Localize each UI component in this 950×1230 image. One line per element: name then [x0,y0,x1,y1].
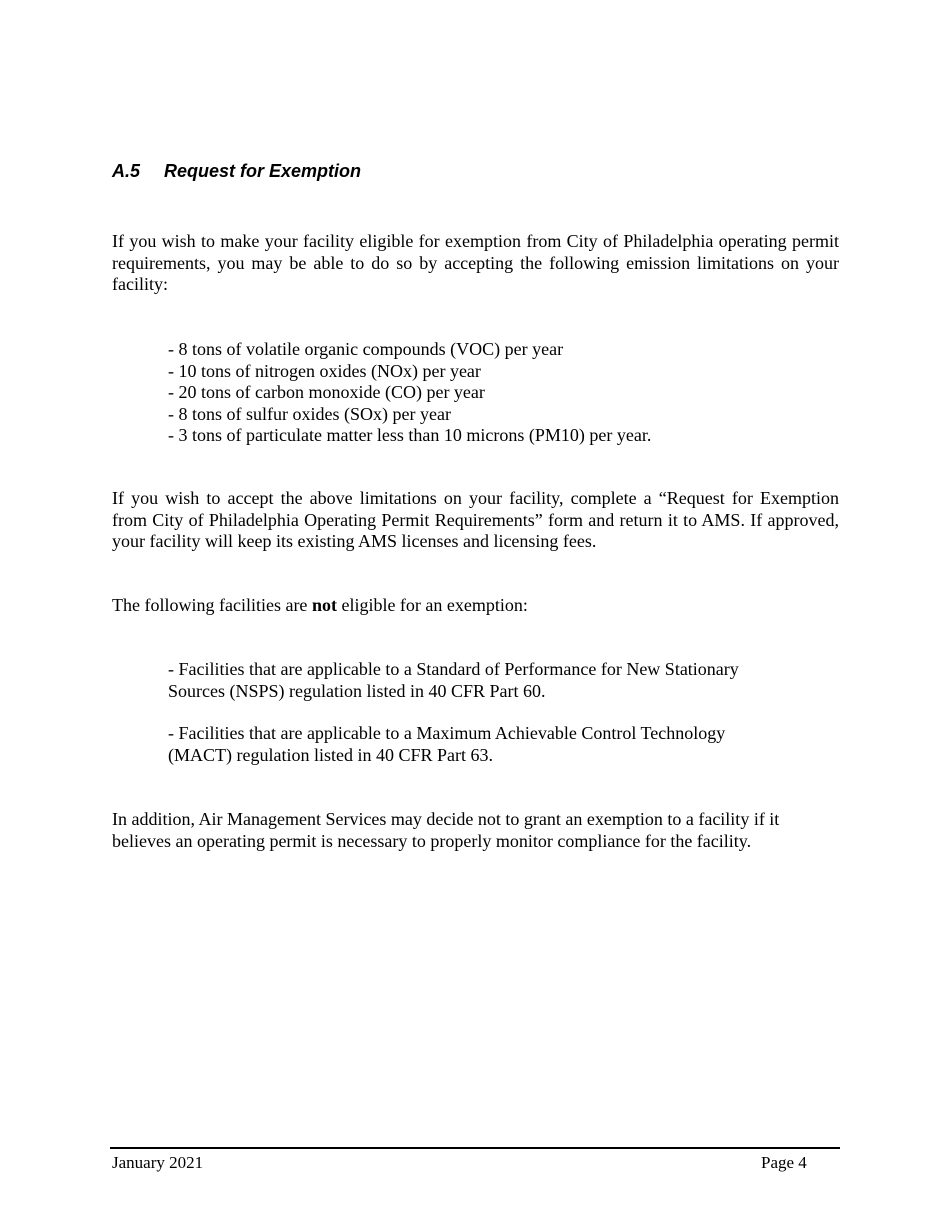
list-item: - 20 tons of carbon monoxide (CO) per year [168,382,485,402]
section-number: A.5 [112,161,141,181]
not-eligible-paragraph [112,595,839,617]
list-item: - 8 tons of sulfur oxides (SOx) per year [168,403,451,424]
list-item: - 10 tons of nitrogen oxides (NOx) per year [168,360,481,381]
not-eligible-emphasis: not [311,595,337,615]
ineligible-item-mact: - Facilities that are applicable to a Maximum Achievable Control Technology (MACT) regulation listed in 40 CFR Part 63. [168,723,726,765]
footer-page-number: Page 4 [761,1153,807,1172]
section-title: Request for Exemption [164,161,362,181]
emission-limits-list [168,339,651,447]
not-eligible-after: eligible for an exemption: [336,595,528,615]
footer-date: January 2021 [112,1153,204,1172]
not-eligible-before: The following facilities are [112,595,312,615]
intro-paragraph: If you wish to make your facility eligible for exemption from City of Philadelphia operating permit requirements, you may be able to do so by accepting the following emission limitations on your facility: [112,231,839,294]
list-item: - 3 tons of particulate matter less than 10 microns (PM10) per year. [168,425,652,445]
list-item: - 8 tons of volatile organic compounds (VOC) per year [168,339,564,359]
closing-paragraph: In addition, Air Management Services may decide not to grant an exemption to a facility if it believes an operating permit is necessary to properly monitor compliance for the facility. [112,809,780,851]
footer-divider [110,1147,840,1149]
ineligible-item-nsps: - Facilities that are applicable to a Standard of Performance for New Stationary Sources (NSPS) regulation listed in 40 CFR Part 60. [168,659,739,701]
accept-paragraph: If you wish to accept the above limitations on your facility, complete a “Request for Exemption from City of Philadelphia Operating Permit Requirements” form and return it to AMS. If approved, your facility will keep its existing AMS licenses and licensing fees. [112,488,839,551]
section-heading [112,161,361,182]
